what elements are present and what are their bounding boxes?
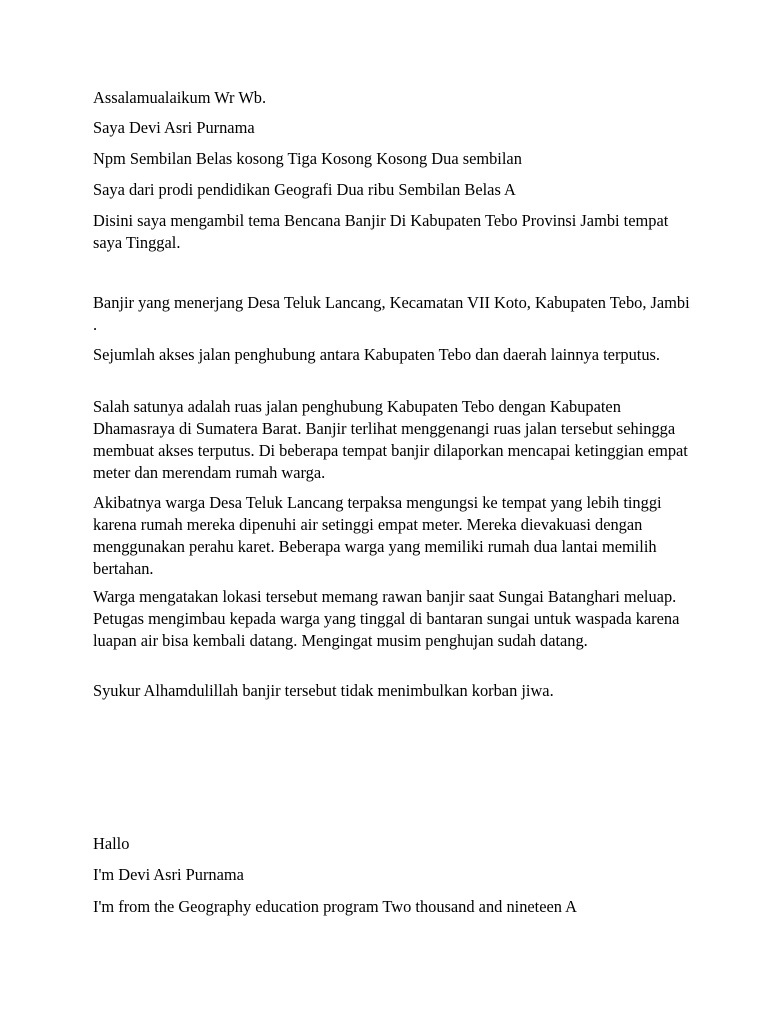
greeting-line: Assalamualaikum Wr Wb. <box>93 88 267 107</box>
theme-paragraph: Disini saya mengambil tema Bencana Banjir Di Kabupaten Tebo Provinsi Jambi tempat saya Tinggal. <box>93 211 669 252</box>
english-name-line: I'm Devi Asri Purnama <box>93 865 244 884</box>
road-connection-paragraph: Salah satunya adalah ruas jalan penghubung Kabupaten Tebo dengan Kabupaten Dhamasraya di Sumatera Barat. Banjir terlihat menggenangi ruas jalan tersebut sehingga membuat akses terputus. Di beberapa tempat banjir dilaporkan mencapai ketinggian empat meter dan merendam rumah warga. <box>93 397 688 482</box>
npm-line: Npm Sembilan Belas kosong Tiga Kosong Kosong Dua sembilan <box>93 149 522 168</box>
road-access-paragraph: Sejumlah akses jalan penghubung antara Kabupaten Tebo dan daerah lainnya terputus. <box>93 345 661 364</box>
evacuation-paragraph: Akibatnya warga Desa Teluk Lancang terpaksa mengungsi ke tempat yang lebih tinggi karena rumah mereka dipenuhi air setinggi empat meter. Mereka dievakuasi dengan menggunakan perahu karet. Beberapa warga yang memiliki rumah dua lantai memilih bertahan. <box>93 493 662 578</box>
no-casualties-paragraph: Syukur Alhamdulillah banjir tersebut tidak menimbulkan korban jiwa. <box>93 681 554 700</box>
study-program-line: Saya dari prodi pendidikan Geografi Dua ribu Sembilan Belas A <box>93 180 516 199</box>
flood-warning-paragraph: Warga mengatakan lokasi tersebut memang rawan banjir saat Sungai Batanghari meluap. Petugas mengimbau kepada warga yang tinggal di bantaran sungai untuk waspada karena luapan air bisa kembali datang. Mengingat musim penghujan sudah datang. <box>93 587 680 650</box>
name-line: Saya Devi Asri Purnama <box>93 118 255 137</box>
english-program-line: I'm from the Geography education program Two thousand and nineteen A <box>93 897 577 916</box>
english-greeting-line: Hallo <box>93 834 130 853</box>
flood-location-paragraph: Banjir yang menerjang Desa Teluk Lancang, Kecamatan VII Koto, Kabupaten Tebo, Jambi . <box>93 293 690 334</box>
